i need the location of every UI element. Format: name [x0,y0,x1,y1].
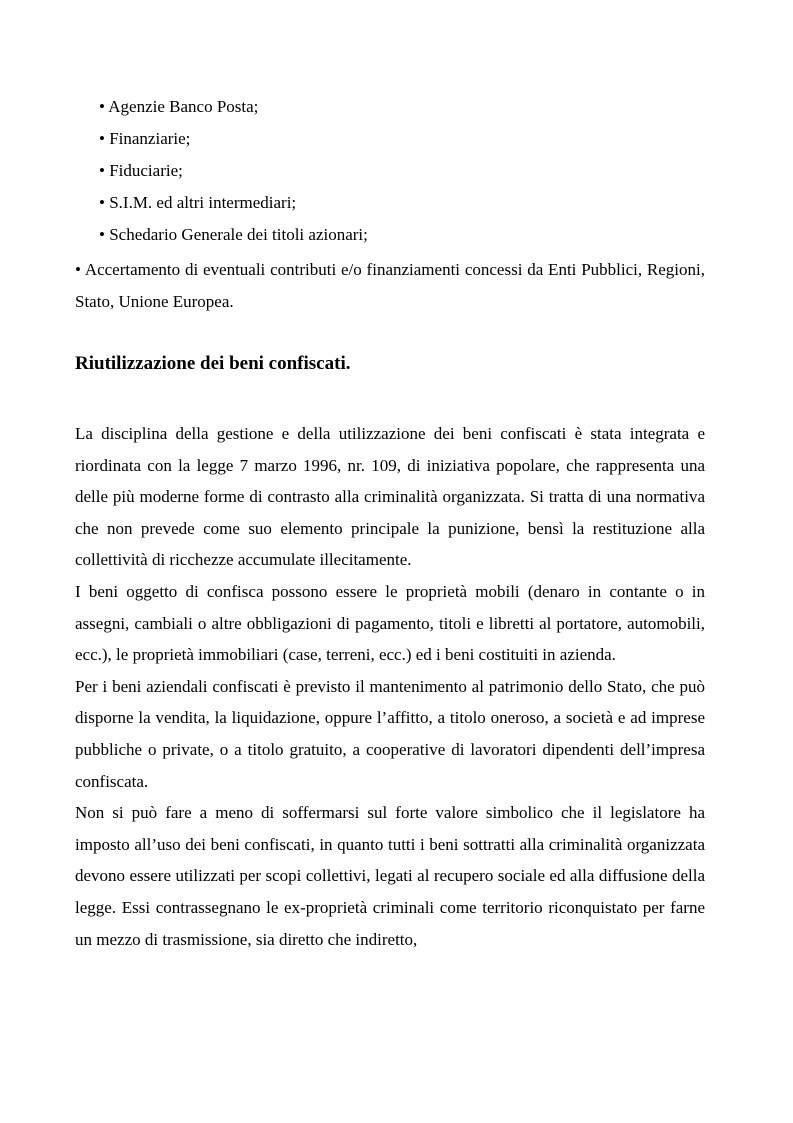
paragraph-beni-aziendali: Per i beni aziendali confiscati è previsto il mantenimento al patrimonio dello Stato, che può disporne la vendita, la liquidazione, oppure l’affitto, a titolo oneroso, a società e ad imprese pubbliche o private, o a titolo gratuito, a cooperative di lavoratori dipendenti dell’impresa confiscata. [75,676,705,791]
list-item-sim: • S.I.M. ed altri intermediari; [99,193,297,212]
list-item-finanziarie: • Finanziarie; [99,129,191,148]
section-title: Riutilizzazione dei beni confiscati. [75,353,351,374]
paragraph-beni-oggetto: I beni oggetto di confisca possono essere le proprietà mobili (denaro in contante o in assegni, cambiali o altre obbligazioni di pagamento, titoli e libretti al portatore, automobili, ecc.), le proprietà immobiliari (case, terreni, ecc.) ed i beni costituiti in azienda. [75,581,705,665]
section-body [75,418,705,955]
list-item-agenzie-banco-posta: • Agenzie Banco Posta; [99,97,259,116]
list-item-schedario: • Schedario Generale dei titoli azionari; [99,225,368,244]
list-item-fiduciarie: • Fiduciarie; [99,161,183,180]
list-item-accertamento: • Accertamento di eventuali contributi e/o finanziamenti concessi da Enti Pubblici, Regioni, Stato, Unione Europea. [75,260,705,311]
paragraph-valore-simbolico: Non si può fare a meno di soffermarsi sul forte valore simbolico che il legislatore ha imposto all’uso dei beni confiscati, in quanto tutti i beni sottratti alla criminalità organizzata devono essere utilizzati per scopi collettivi, legati al recupero sociale ed alla diffusione della legge. Essi contrassegnano le ex-proprietà criminali come territorio riconquistato per farne un mezzo di trasmissione, sia diretto che indiretto, [75,803,705,949]
paragraph-disciplina: La disciplina della gestione e della utilizzazione dei beni confiscati è stata integrata e riordinata con la legge 7 marzo 1996, nr. 109, di iniziativa popolare, che rappresenta una delle più moderne forme di contrasto alla criminalità organizzata. Si tratta di una normativa che non prevede come suo elemento principale la punizione, bensì la restituzione alla collettività di ricchezze accumulate illecitamente. [75,424,705,570]
